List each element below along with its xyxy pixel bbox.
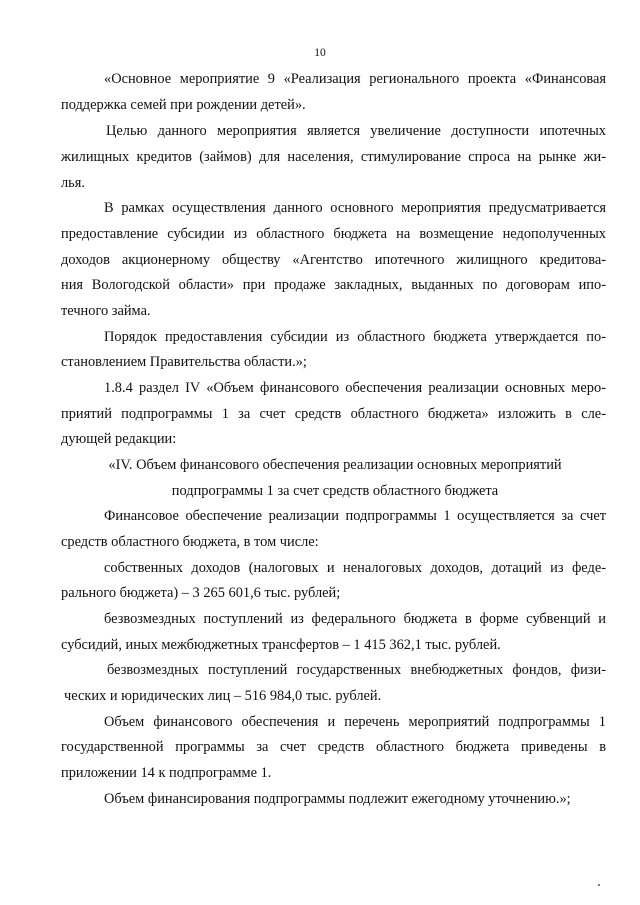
text-line: безвозмездных поступлений государственных внебюджетных фондов, физи- <box>107 662 606 678</box>
text-line: В рамках осуществления данного основного мероприятия предусматривается <box>104 200 606 216</box>
page-number: 10 <box>314 47 326 59</box>
text-line: субсидий, иных межбюджетных трансфертов – 1 415 362,1 тыс. рублей. <box>61 637 501 653</box>
text-line: средств областного бюджета, в том числе: <box>61 534 319 550</box>
text-line: 1.8.4 раздел IV «Объем финансового обеспечения реализации основных меро- <box>104 380 606 396</box>
text-line: собственных доходов (налоговых и неналоговых доходов, дотаций из феде- <box>104 560 606 576</box>
text-line: становлением Правительства области.»; <box>61 354 307 370</box>
section-heading: подпрограммы 1 за счет средств областного бюджета <box>171 483 499 499</box>
text-line: Объем финансового обеспечения и перечень мероприятий подпрограммы 1 <box>104 714 606 730</box>
text-line: Целью данного мероприятия является увеличение доступности ипотечных <box>106 123 606 139</box>
section-heading: «IV. Объем финансового обеспечения реализации основных мероприятий <box>108 457 562 473</box>
text-line: Порядок предоставления субсидии из областного бюджета утверждается по- <box>104 329 606 345</box>
text-line: рального бюджета) – 3 265 601,6 тыс. рублей; <box>61 585 341 601</box>
text-line: поддержка семей при рождении детей». <box>61 97 306 113</box>
text-line: безвозмездных поступлений из федерального бюджета в форме субвенций и <box>104 611 606 627</box>
text-line: предоставление субсидии из областного бюджета на возмещение недополученных <box>61 226 606 242</box>
text-line: жилищных кредитов (займов) для населения, стимулирование спроса на рынке жи- <box>61 149 606 165</box>
text-line: «Основное мероприятие 9 «Реализация регионального проекта «Финансовая <box>104 71 606 87</box>
text-line: лья. <box>61 175 85 191</box>
text-line: приятий подпрограммы 1 за счет средств областного бюджета» изложить в сле- <box>61 406 606 422</box>
text-line: дующей редакции: <box>61 431 177 447</box>
text-line: ческих и юридических лиц – 516 984,0 тыс. рублей. <box>64 688 382 704</box>
text-line: Финансовое обеспечение реализации подпрограммы 1 осуществляется за счет <box>104 508 606 524</box>
text-line: течного займа. <box>61 303 151 319</box>
scan-speck <box>598 884 600 886</box>
text-line: Объем финансирования подпрограммы подлежит ежегодному уточнению.»; <box>104 791 571 807</box>
text-line: доходов акционерному обществу «Агентство ипотечного жилищного кредитова- <box>61 252 606 268</box>
text-line: приложении 14 к подпрограмме 1. <box>61 765 272 781</box>
text-line: ния Вологодской области» при продаже закладных, выданных по договорам ипо- <box>61 277 606 293</box>
text-line: государственной программы за счет средств областного бюджета приведены в <box>61 739 606 755</box>
